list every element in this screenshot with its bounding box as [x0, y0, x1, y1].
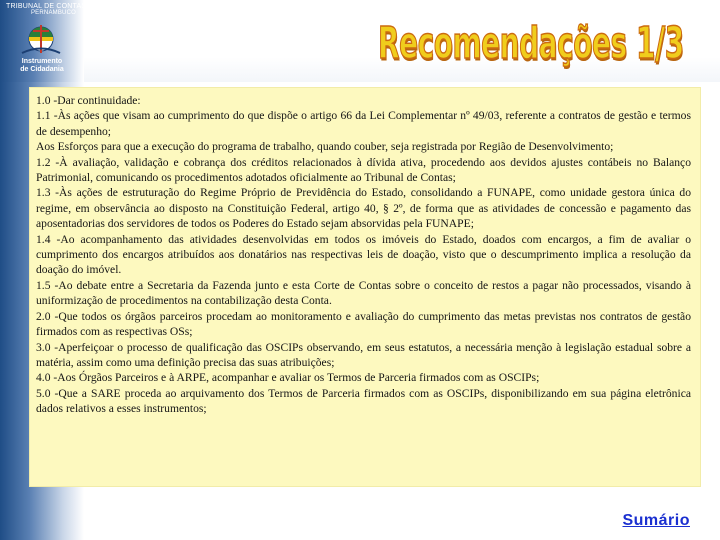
program-label-line1: Instrumento: [21, 58, 63, 65]
org-name-line2: PERNAMBUCO: [30, 10, 76, 16]
recommendation-item: 1.1 -Às ações que visam ao cumprimento do que dispõe o artigo 66 da Lei Complementar nº 49/03, referente a contratos de gestão e termos de desempenho;: [36, 109, 691, 138]
org-name-line1: TRIBUNAL DE CONTAS: [6, 3, 87, 10]
org-name: [6, 3, 87, 16]
recommendation-item: 1.0 -Dar continuidade:: [36, 94, 141, 107]
recommendation-item: 3.0 -Aperfeiçoar o processo de qualificação das OSCIPs observando, em seus estatutos, a necessária menção à legislação estadual sobre a matéria, assim como uma definição precisa das suas atribuições;: [36, 340, 691, 369]
recommendation-item: 1.3 -Às ações de estruturação do Regime Próprio de Previdência do Estado, consolidando a FUNAPE, como unidade gestora única do regime, em observância ao disposto na Constituição Federal, artigo 40, § 2º, de forma que as atividades de concessão e pagamento das aposentadorias dos servidores de todos os Poderes do Estado sejam absorvidas pela FUNAPE;: [36, 186, 691, 231]
recommendation-item: 1.2 -À avaliação, validação e cobrança dos créditos relacionados à dívida ativa, procedendo aos devidos ajustes contábeis no Balanço Patrimonial, comunicando os procedimentos adotados oficialmente ao Tribunal de Contas;: [36, 155, 691, 185]
recommendation-item: 1.5 -Ao debate entre a Secretaria da Fazenda junto e esta Corte de Contas sobre o conceito de restos a pagar não processados, visando à uniformização de procedimentos na contabilização desta Conta.: [36, 278, 691, 308]
recommendation-item: 2.0 -Que todos os órgãos parceiros procedam ao monitoramento e avaliação do cumprimento das metas previstas nos contratos de gestão firmados com as respectivas OSs;: [36, 309, 691, 339]
tribunal-emblem-icon: [16, 22, 66, 58]
recommendation-item: 1.4 -Ao acompanhamento das atividades desenvolvidas em todos os imóveis do Estado, doados com encargos, a fim de avaliar o cumprimento dos encargos atribuídos aos donatários nas respectivas leis de doação, visto que o descumprimento implica a resolução da doação do imóvel.: [36, 232, 691, 277]
program-label-line2: de Cidadania: [20, 66, 64, 73]
slide-title: Recomendações 1/3: [378, 19, 684, 69]
summary-link[interactable]: Sumário: [622, 512, 690, 529]
recommendation-item: 4.0 -Aos Órgãos Parceiros e à ARPE, acompanhar e avaliar os Termos de Parceria firmados com as OSCIPs;: [36, 371, 540, 385]
recommendation-item: Aos Esforços para que a execução do programa de trabalho, quando couber, seja registrada por Região de Desenvolvimento;: [36, 140, 614, 154]
recommendation-item: 5.0 -Que a SARE proceda ao arquivamento dos Termos de Parceria firmados com as OSCIPs, disponibilizando em sua página eletrônica dados relativos a esses instrumentos;: [36, 386, 691, 416]
program-label: [2, 58, 82, 74]
recommendations-list: [36, 93, 691, 417]
